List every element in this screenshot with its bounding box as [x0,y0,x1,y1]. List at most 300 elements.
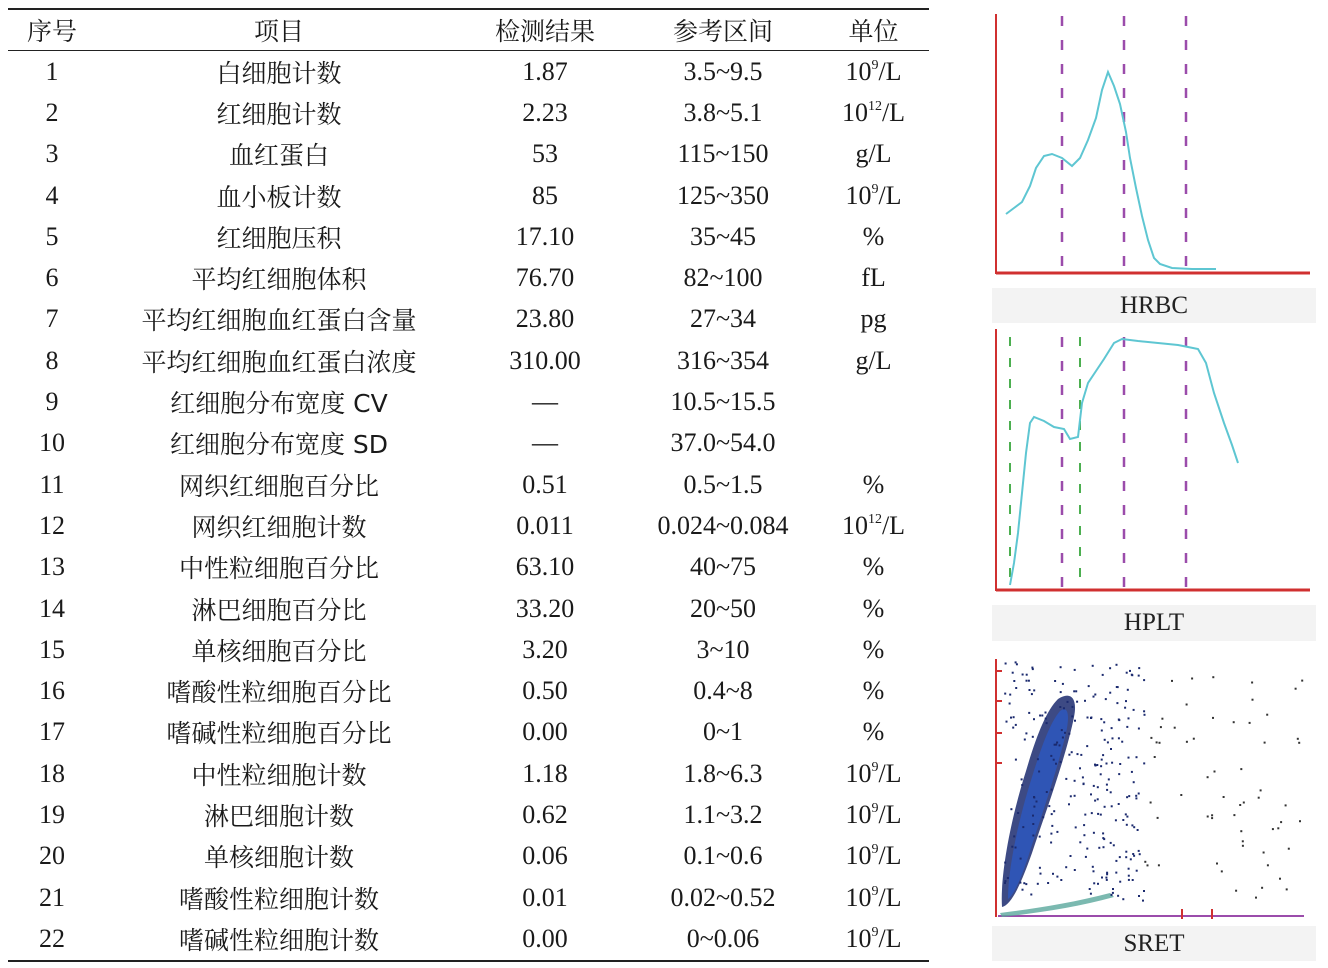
hplt-label: HPLT [1123,609,1185,636]
unit-base: 10 [845,923,872,953]
scatter-dot [1121,741,1123,743]
result-value: 0.00 [522,717,568,747]
scatter-dot [1207,776,1209,778]
scatter-dot [1005,663,1007,665]
unit-base: 10 [845,799,872,829]
scatter-dot [1084,700,1086,702]
scatter-dot [1075,690,1077,692]
scatter-dot [1211,814,1213,816]
reference-range: 20~50 [689,593,757,623]
scatter-dot [1138,667,1140,669]
scatter-dot [1128,717,1130,719]
scatter-dot [1115,860,1117,862]
unit: % [862,717,885,747]
scatter-dot [1288,848,1290,850]
row-number: 13 [39,552,65,582]
unit-tail: /L [878,56,902,86]
scatter-dot [1061,729,1063,731]
scatter-dot [1076,701,1078,703]
unit-tail: /L [878,799,902,829]
scatter-dot [1074,669,1076,671]
scatter-dot [1118,773,1120,775]
scatter-dot [1010,717,1012,719]
table-row [8,464,929,505]
item-name: 平均红细胞血红蛋白浓度 [141,347,417,377]
scatter-dot [1143,890,1145,892]
unit-tail: /L [878,923,902,953]
scatter-dot [1108,778,1110,780]
scatter-dot [1026,674,1028,676]
scatter-dot [1264,742,1266,744]
scatter-dot [1109,667,1111,669]
row-number: 7 [45,304,59,334]
row-number: 5 [45,221,59,251]
scatter-dot [1010,808,1012,810]
scatter-dot [1080,754,1082,756]
scatter-dot [1032,823,1034,825]
table-row [8,51,929,93]
reference-range: 0~0.06 [686,923,760,953]
scatter-dot [1285,804,1287,806]
unit-tail: /L [881,97,906,127]
scatter-dot [1128,879,1130,881]
item-name: 嗜碱性粒细胞计数 [178,925,379,955]
scatter-dot [1086,848,1088,850]
scatter-dot [1045,718,1047,720]
scatter-dot [1112,888,1114,890]
scatter-dot [1024,739,1026,741]
scatter-dot [1138,850,1140,852]
item-name: 红细胞压积 [216,223,342,253]
scatter-dot [1161,718,1163,720]
reference-range: 0.4~8 [693,676,753,706]
unit-tail: /L [878,882,902,912]
result-value: 85 [532,180,558,210]
scatter-dot [1074,869,1076,871]
row-number: 1 [45,56,59,86]
table-row [8,712,929,753]
table-row [8,175,929,216]
scatter-dot [1104,739,1106,741]
scatter-dot [1128,875,1130,877]
scatter-dot [1119,763,1121,765]
scatter-dot [1133,826,1135,828]
scatter-dot [1084,814,1086,816]
reference-range: 27~34 [689,304,757,334]
item-name: 中性粒细胞计数 [191,760,367,790]
scatter-dot [1261,887,1263,889]
scatter-dot [1042,816,1044,818]
hrbc-curve [1006,72,1216,269]
unit [818,51,929,93]
scatter-dot [1068,803,1070,805]
scatter-dot [1037,883,1039,885]
scatter-dot [1117,895,1119,897]
scatter-dot [1258,797,1260,799]
row-number: 4 [45,180,59,210]
scatter-dot [1193,738,1195,740]
hplt-panel [992,323,1316,641]
unit: g/L [855,139,892,169]
sret-panel [992,641,1316,961]
scatter-dot [1016,663,1018,665]
scatter-dot [1060,879,1062,881]
header-item: 项目 [253,17,304,46]
table-row [8,340,929,381]
scatter-dot [1112,892,1114,894]
row-number: 16 [39,676,65,706]
scatter-dot [1040,873,1042,875]
scatter-dot [1216,863,1218,865]
reference-range: 82~100 [683,263,763,293]
scatter-dot [1126,796,1128,798]
scatter-dot [1118,719,1120,721]
hrbc-label: HRBC [1119,292,1189,319]
scatter-dot [1111,805,1113,807]
item-name: 网织红细胞计数 [191,512,367,542]
result-value: 33.20 [515,593,575,623]
table-row [8,877,929,918]
reference-range: 1.8~6.3 [683,758,763,788]
result-value: 1.87 [522,56,568,86]
scatter-dot [1048,805,1050,807]
result-value: 63.10 [515,552,575,582]
scatter-dot [1235,890,1237,892]
scatter-dot [1255,897,1257,899]
row-number: 21 [39,882,65,912]
result-value: 23.80 [515,304,575,334]
scatter-dot [1139,853,1141,855]
scatter-dot [1118,737,1120,739]
scatter-dot [1240,768,1242,770]
scatter-dot [1017,812,1019,814]
scatter-dot [1071,715,1073,717]
scatter-dot [1064,732,1066,734]
scatter-dot [1015,847,1017,849]
scatter-dot [1025,883,1027,885]
scatter-dot [1277,827,1279,829]
scatter-dot [1070,795,1072,797]
scatter-dot [1113,844,1115,846]
scatter-dot [1009,703,1011,705]
scatter-dot [1301,680,1303,682]
unit-base: 10 [841,510,868,540]
scatter-dot [1086,745,1088,747]
scatter-dot [1111,762,1113,764]
item-name: 白细胞计数 [216,58,342,88]
scatter-dot [1083,824,1085,826]
unit-exponent: 9 [871,924,879,940]
scatter-dot [1100,718,1102,720]
row-number: 8 [45,345,59,375]
scatter-dot [1094,800,1096,802]
scatter-dot [1062,683,1064,685]
scatter-dot [1243,802,1245,804]
scatter-dot [1041,715,1043,717]
scatter-dot [1131,771,1133,773]
scatter-dot [1087,717,1089,719]
scatter-dot [1160,726,1162,728]
reference-range: 37.0~54.0 [670,428,776,458]
item-name: 血红蛋白 [228,141,329,171]
reference-range: 1.1~3.2 [683,799,763,829]
scatter-dot [1100,773,1102,775]
scatter-dot [1110,748,1112,750]
scatter-dot [1039,836,1041,838]
item-name: 淋巴细胞百分比 [191,595,367,625]
unit: % [862,593,885,623]
scatter-dot [1093,785,1095,787]
scatter-dot [1026,680,1028,682]
item-name: 红细胞计数 [216,99,342,129]
scatter-dot [1090,717,1092,719]
scatter-dot [1143,710,1145,712]
scatter-dot [1174,727,1176,729]
scatter-dot [1124,707,1126,709]
scatter-dot [1067,701,1069,703]
scatter-dot [1239,804,1241,806]
scatter-dot [1059,744,1061,746]
unit-exponent: 9 [871,883,879,899]
scatter-dot [1022,889,1024,891]
scatter-dot [1093,870,1095,872]
unit-exponent: 9 [871,181,879,197]
scatter-dot [1115,872,1117,874]
result-value: 2.23 [522,97,568,127]
row-number: 17 [39,717,65,747]
result-value: 0.06 [522,841,568,871]
table-row [8,629,929,670]
reference-range: 125~350 [676,180,770,210]
hrbc-panel [992,8,1316,323]
scatter-dot [1097,813,1099,815]
reference-range: 40~75 [689,552,757,582]
scatter-dot [1132,853,1134,855]
scatter-dot [1136,756,1138,758]
scatter-dot [1054,744,1056,746]
scatter-dot [1125,856,1127,858]
unit-exponent: 9 [871,842,879,858]
scatter-dot [1119,881,1121,883]
table-row [8,423,929,464]
item-name: 血小板计数 [216,182,342,212]
scatter-dot [1126,672,1128,674]
unit [818,836,929,877]
reference-range: 35~45 [689,221,757,251]
table-row [8,505,929,546]
scatter-dot [1004,880,1006,882]
header-unit: 单位 [848,17,899,46]
result-value: 0.50 [522,676,568,706]
scatter-dot [1132,879,1134,881]
scatter-dot [1101,730,1103,732]
scatter-dot [1144,714,1146,716]
scatter-dot [1103,846,1105,848]
scatter-dot [1142,900,1144,902]
scatter-dot [1251,682,1253,684]
scatter-dot [1272,828,1274,830]
scatter-dot [1052,873,1054,875]
scatter-dot [1129,670,1131,672]
unit-exponent: 9 [871,759,879,775]
scatter-dot [1053,810,1055,812]
scatter-dot [1286,888,1288,890]
scatter-dot [1089,888,1091,890]
scatter-dot [1211,817,1213,819]
unit-base: 10 [845,56,872,86]
scatter-dot [1051,825,1053,827]
reference-range: 3.5~9.5 [683,56,763,86]
scatter-dot [1106,789,1108,791]
scatter-dot [1063,707,1065,709]
scatter-dot [1015,661,1017,663]
scatter-dot [1094,694,1096,696]
result-value: — [532,387,558,417]
reference-range: 0.1~0.6 [683,841,763,871]
item-name: 淋巴细胞计数 [203,801,354,831]
scatter-dot [1046,791,1048,793]
result-value: 0.00 [522,923,568,953]
scatter-dot [1102,837,1104,839]
scatter-dot [1133,709,1135,711]
unit [818,423,929,464]
reference-range: 0.024~0.084 [657,510,789,540]
scatter-dot [1143,679,1145,681]
result-value: 0.011 [516,510,574,540]
scatter-dot [1186,704,1188,706]
scatter-dot [1085,856,1087,858]
scatter-dot [1122,898,1124,900]
item-name: 平均红细胞血红蛋白含量 [141,306,417,336]
table-row [8,92,929,133]
reference-range: 115~150 [677,139,769,169]
scatter-dot [1093,696,1095,698]
scatter-dot [1079,767,1081,769]
unit [818,92,929,133]
scatter-dot [1138,728,1140,730]
scatter-dot [1050,833,1052,835]
scatter-dot [1266,714,1268,716]
scatter-dot [1144,861,1146,863]
scatter-dot [1100,814,1102,816]
scatter-dot [1039,867,1041,869]
scatter-dot [1092,665,1094,667]
scatter-dot [1100,765,1102,767]
scatter-dot [1007,877,1009,879]
reference-range: 0~1 [702,717,744,747]
scatter-dot [1032,736,1034,738]
scatter-dot [1158,864,1160,866]
scatter-dot [1036,801,1038,803]
scatter-dot [1083,834,1085,836]
scatter-dot [1023,882,1025,884]
unit-base: 10 [845,180,872,210]
scatter-dot [1098,847,1100,849]
scatter-dot [1126,726,1128,728]
scatter-dot [1280,821,1282,823]
scatter-dot [1071,751,1073,753]
scatter-dot [1096,764,1098,766]
scatter-dot [1295,688,1297,690]
scatter-dot [1060,691,1062,693]
item-name: 嗜酸性粒细胞百分比 [166,678,392,708]
reference-range: 316~354 [676,345,770,375]
scatter-dot [1021,778,1023,780]
scatter-dot [1004,693,1006,695]
row-number: 10 [39,428,65,458]
scatter-dot [1118,803,1120,805]
scatter-dot [1033,806,1035,808]
scatter-dot [1138,675,1140,677]
unit: fL [861,263,886,293]
sret-label: SRET [1123,930,1185,957]
item-name: 嗜酸性粒细胞计数 [178,884,379,914]
unit: pg [860,304,887,334]
scatter-dot [1075,826,1077,828]
row-number: 19 [39,799,65,829]
scatter-dot [1125,813,1127,815]
scatter-dot [1127,689,1129,691]
scatter-dot [1068,754,1070,756]
reference-range: 10.5~15.5 [670,387,776,417]
scatter-dot [1252,699,1254,701]
row-number: 15 [39,634,65,664]
unit-tail: /L [878,180,902,210]
scatter-dot [1029,689,1031,691]
row-number: 14 [39,593,65,623]
table-row [8,216,929,257]
reference-range: 0.5~1.5 [683,469,763,499]
row-number: 6 [45,263,59,293]
scatter-dot [1046,722,1048,724]
table-row [8,753,929,794]
table-row [8,299,929,340]
unit [818,505,929,546]
scatter-dot [1079,841,1081,843]
reference-range: 3.8~5.1 [683,97,763,127]
unit: % [862,552,885,582]
scatter-dot [1143,762,1145,764]
scatter-dot [1033,796,1035,798]
scatter-dot [1107,741,1109,743]
scatter-dot [1180,794,1182,796]
result-value: 17.10 [515,221,575,251]
unit [818,381,929,422]
unit [818,877,929,918]
item-name: 平均红细胞体积 [191,265,367,295]
scatter-dot [1045,712,1047,714]
scatter-dot [1126,824,1128,826]
scatter-dot [1212,676,1214,678]
scatter-dot [1012,672,1014,674]
row-number: 18 [39,758,65,788]
scatter-dot [1150,802,1152,804]
scatter-dot [1022,674,1024,676]
scatter-dot [1028,712,1030,714]
scatter-dot [1147,864,1149,866]
scatter-dot [1150,737,1152,739]
scatter-dot [1133,855,1135,857]
table-row [8,918,929,960]
unit [818,794,929,835]
scatter-dot [1006,721,1008,723]
scatter-dot [1090,893,1092,895]
scatter-dot [1013,716,1015,718]
table-row [8,547,929,588]
scatter-dot [1106,879,1108,881]
scatter-dot [1097,798,1099,800]
scatter-dot [1212,717,1214,719]
